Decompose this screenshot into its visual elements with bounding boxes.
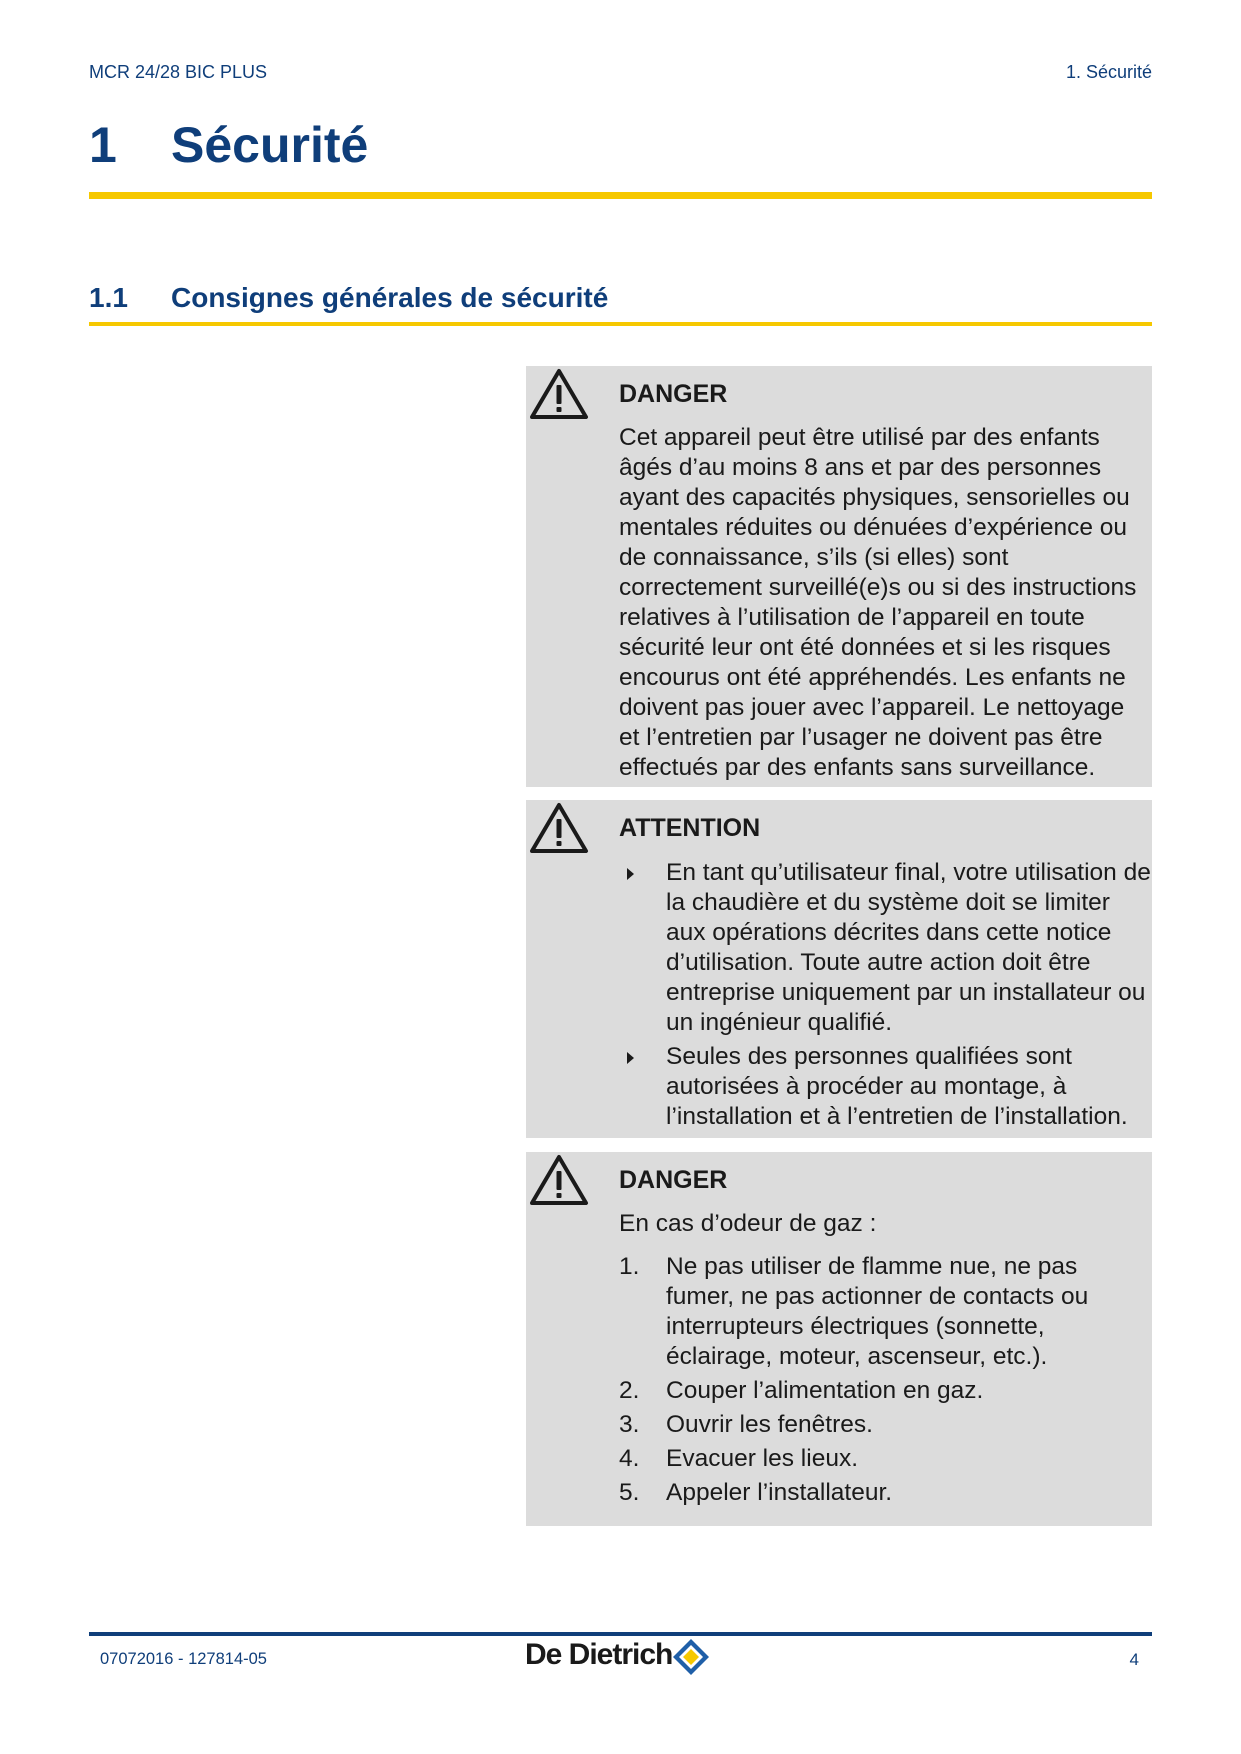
brand-name: De Dietrich (525, 1638, 673, 1671)
chapter-title: Sécurité (171, 117, 369, 173)
list-item (619, 1376, 1151, 1406)
attention-item-text: Seules des personnes qualifiées sont autorisées à procéder au montage, à l’installation et à l’entretien de l’installation. (666, 1043, 1128, 1130)
triangle-bullet-icon (627, 868, 634, 880)
warning-triangle-icon (528, 367, 590, 421)
step-text: Evacuer les lieux. (666, 1445, 859, 1472)
gas-danger-title: DANGER (619, 1166, 728, 1194)
list-item (619, 1478, 1151, 1508)
danger-text: Cet appareil peut être utilisé par des enfants âgés d’au moins 8 ans et par des personnes ayant des capacités physiques, sensorielles ou mentales réduites ou dénuées d’expérience ou de connaissance, s’ils (si elles) sont correctement surveillé(e)s ou si des instructions relatives à l’utilisation de l’appareil en toute sécurité leur ont été données et si les risques encourus ont été appréhendés. Les enfants ne doivent pas jouer avec l’appareil. Le nettoyage et l’entretien par l’usager ne doivent pas être effectués par des enfants sans surveillance. (619, 424, 1137, 781)
step-text: Ouvrir les fenêtres. (666, 1411, 873, 1438)
running-header-right: 1. Sécurité (1065, 62, 1152, 82)
danger-title: DANGER (619, 380, 728, 408)
section-number: 1.1 (89, 282, 128, 313)
running-header-left: MCR 24/28 BIC PLUS (89, 62, 268, 82)
de-dietrich-diamond-logo (671, 1637, 711, 1677)
step-number: 1. (619, 1253, 640, 1280)
section-rule (89, 322, 1152, 326)
danger-box-children (526, 366, 1152, 787)
attention-box (526, 800, 1152, 1138)
step-text: Ne pas utiliser de flamme nue, ne pas fumer, ne pas actionner de contacts ou interrupteurs électriques (sonnette, éclairage, moteur, ascenseur, etc.). (666, 1253, 1089, 1370)
attention-title: ATTENTION (619, 814, 761, 842)
footer-doc-ref: 07072016 - 127814-05 (100, 1650, 267, 1668)
page-number: 4 (1129, 1650, 1139, 1669)
attention-item-text: En tant qu’utilisateur final, votre utilisation de la chaudière et du système doit se limiter aux opérations décrites dans cette notice d’utilisation. Toute autre action doit être entreprise uniquement par un installateur ou un ingénieur qualifié. (666, 859, 1151, 1036)
danger-box-gas (526, 1152, 1152, 1526)
step-number: 4. (619, 1445, 640, 1472)
footer-rule (89, 1632, 1152, 1636)
gas-steps (619, 1252, 1151, 1508)
chapter-number: 1 (89, 117, 117, 173)
warning-triangle-icon (528, 1153, 590, 1207)
chapter-heading (89, 116, 368, 174)
section-title: Consignes générales de sécurité (171, 282, 609, 313)
step-number: 5. (619, 1479, 640, 1506)
section-heading (89, 282, 608, 314)
attention-list (619, 858, 1151, 1132)
list-item (619, 1252, 1151, 1372)
step-text: Appeler l’installateur. (666, 1479, 893, 1506)
gas-intro: En cas d’odeur de gaz : (619, 1210, 877, 1237)
list-item (619, 1444, 1151, 1474)
step-number: 2. (619, 1377, 640, 1404)
list-item (619, 1410, 1151, 1440)
step-number: 3. (619, 1411, 640, 1438)
triangle-bullet-icon (627, 1052, 634, 1064)
list-item (619, 1042, 1151, 1132)
list-item (619, 858, 1151, 1038)
warning-triangle-icon (528, 801, 590, 855)
chapter-rule (89, 192, 1152, 199)
step-text: Couper l’alimentation en gaz. (666, 1377, 984, 1404)
